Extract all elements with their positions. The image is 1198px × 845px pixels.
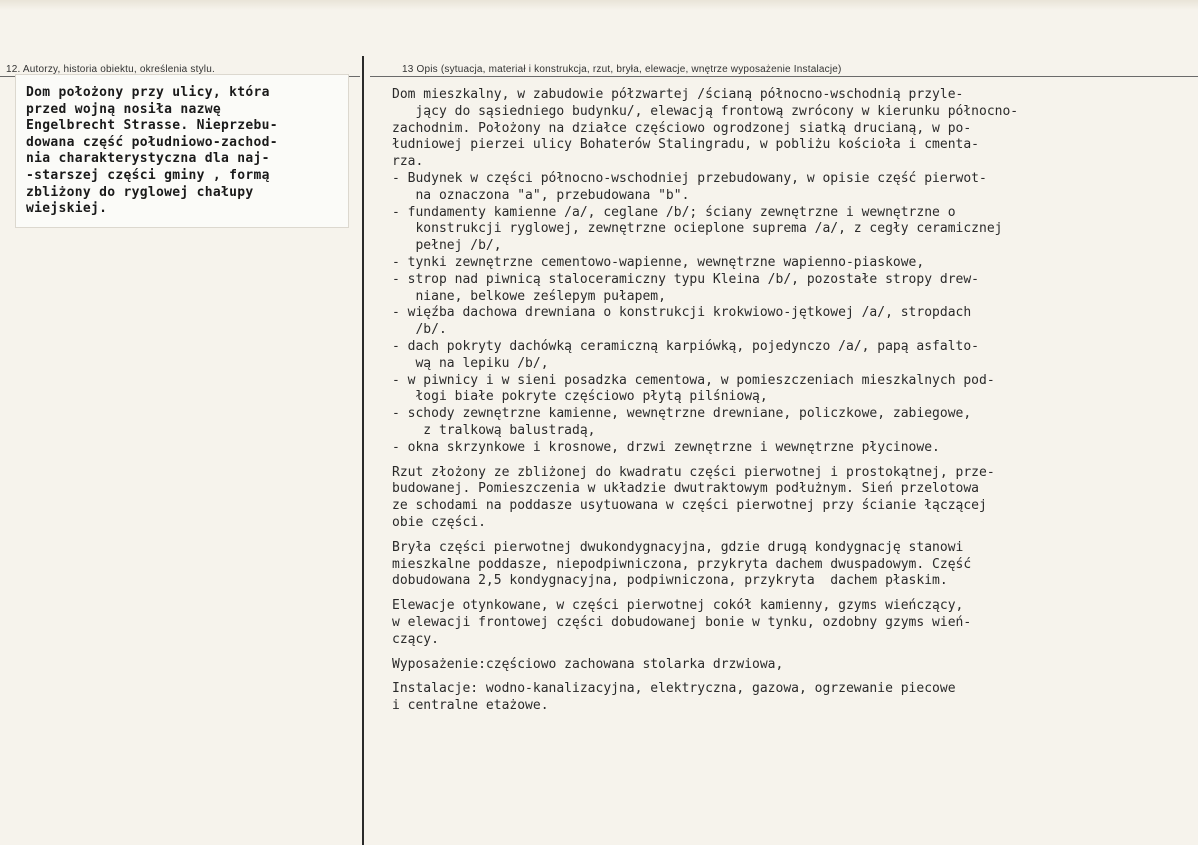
description-line: budowanej. Pomieszczenia w układzie dwutraktowym podłużnym. Sień przelotowa <box>392 481 979 497</box>
header-rule-right <box>370 76 1198 77</box>
description-line: z tralkową balustradą, <box>392 422 596 438</box>
history-line: nia charakterystyczna dla naj- <box>26 151 270 167</box>
description-line: czący. <box>392 631 439 647</box>
description-line: Instalacje: wodno-kanalizacyjna, elektryczna, gazowa, ogrzewanie piecowe <box>392 681 956 697</box>
description-line: Elewacje otynkowane, w części pierwotnej cokół kamienny, gzyms wieńczący, <box>392 598 964 614</box>
description-line: - dach pokryty dachówką ceramiczną karpiówką, pojedynczo /a/, papą asfalto- <box>392 338 979 354</box>
description-line: niane, belkowe ześlepym pułapem, <box>392 288 666 304</box>
description-line: - w piwnicy i w sieni posadzka cementowa, w pomieszczeniach mieszkalnych pod- <box>392 372 995 388</box>
paragraph-gap <box>392 457 1018 465</box>
card-top-edge <box>0 0 1198 10</box>
section-12-header: 12. Autorzy, historia obiektu, określenia stylu. <box>6 64 215 75</box>
description-line: na oznaczona "a", przebudowana "b". <box>392 187 690 203</box>
history-line: -starszej części gminy , formą <box>26 167 270 183</box>
description-line: ze schodami na poddasze usytuowana w części pierwotnej przy ścianie łączącej <box>392 498 987 514</box>
description-line: mieszkalne poddasze, niepodpiwniczona, przykryta dachem dwuspadowym. Część <box>392 556 972 572</box>
history-line: przed wojną nosiła nazwę <box>26 101 222 117</box>
description-line: i centralne etażowe. <box>392 698 549 714</box>
paragraph-gap <box>392 649 1018 657</box>
description-line: w elewacji frontowej części dobudowanej bonie w tynku, ozdobny gzyms wień- <box>392 614 972 630</box>
description-line: łogi białe pokryte częściowo płytą pilśniową, <box>392 389 768 405</box>
history-text <box>26 85 278 218</box>
section-13-header: 13 Opis (sytuacja, materiał i konstrukcja, rzut, bryła, elewacje, wnętrze wyposażenie Instalacje) <box>402 64 842 75</box>
description-line: Wyposażenie:częściowo zachowana stolarka drzwiowa, <box>392 656 784 672</box>
description-line: konstrukcji ryglowej, zewnętrzne ocieplone suprema /a/, z cegły ceramicznej <box>392 221 1003 237</box>
description-line: rza. <box>392 154 424 170</box>
description-line: Bryła części pierwotnej dwukondygnacyjna, gdzie drugą kondygnację stanowi <box>392 539 964 555</box>
history-line: Dom położony przy ulicy, która <box>26 85 270 100</box>
column-divider <box>362 56 364 845</box>
paragraph-gap <box>392 590 1018 598</box>
description-line: dobudowana 2,5 kondygnacyjna, podpiwniczona, przykryta dachem płaskim. <box>392 573 948 589</box>
description-line: - tynki zewnętrzne cementowo-wapienne, wewnętrzne wapienno-piaskowe, <box>392 254 925 270</box>
history-line: Engelbrecht Strasse. Nieprzebu- <box>26 118 278 134</box>
paragraph-gap <box>392 532 1018 540</box>
description-line: - więźba dachowa drewniana o konstrukcji krokwiowo-jętkowej /a/, stropdach <box>392 305 972 321</box>
description-line: - fundamenty kamienne /a/, ceglane /b/; ściany zewnętrzne i wewnętrzne o <box>392 204 956 220</box>
history-line: dowana część południowo-zachod- <box>26 134 278 150</box>
description-text <box>392 87 1018 715</box>
paragraph-gap <box>392 673 1018 681</box>
description-line: łudniowej pierzei ulicy Bohaterów Stalingradu, w pobliżu kościoła i cmenta- <box>392 137 979 153</box>
description-line: /b/. <box>392 322 447 338</box>
description-line: wą na lepiku /b/, <box>392 355 549 371</box>
description-line: - strop nad piwnicą staloceramiczny typu Kleina /b/, pozostałe stropy drew- <box>392 271 979 287</box>
description-line: jący do sąsiedniego budynku/, elewacją frontową zwrócony w kierunku północno- <box>392 103 1019 119</box>
history-line: wiejskiej. <box>26 201 108 217</box>
description-line: Dom mieszkalny, w zabudowie półzwartej /ścianą północno-wschodnią przyle- <box>392 87 964 102</box>
history-line: zbliżony do ryglowej chałupy <box>26 184 254 200</box>
description-line: - okna skrzynkowe i krosnowe, drzwi zewnętrzne i wewnętrzne płycinowe. <box>392 439 940 455</box>
description-line: - schody zewnętrzne kamienne, wewnętrzne drewniane, policzkowe, zabiegowe, <box>392 406 972 422</box>
description-line: - Budynek w części północno-wschodniej przebudowany, w opisie część pierwot- <box>392 170 987 186</box>
description-line: zachodnim. Położony na działce częściowo ogrodzonej siatką drucianą, w po- <box>392 120 972 136</box>
description-line: obie części. <box>392 514 486 530</box>
description-line: pełnej /b/, <box>392 238 502 254</box>
description-line: Rzut złożony ze zbliżonej do kwadratu części pierwotnej i prostokątnej, prze- <box>392 464 995 480</box>
